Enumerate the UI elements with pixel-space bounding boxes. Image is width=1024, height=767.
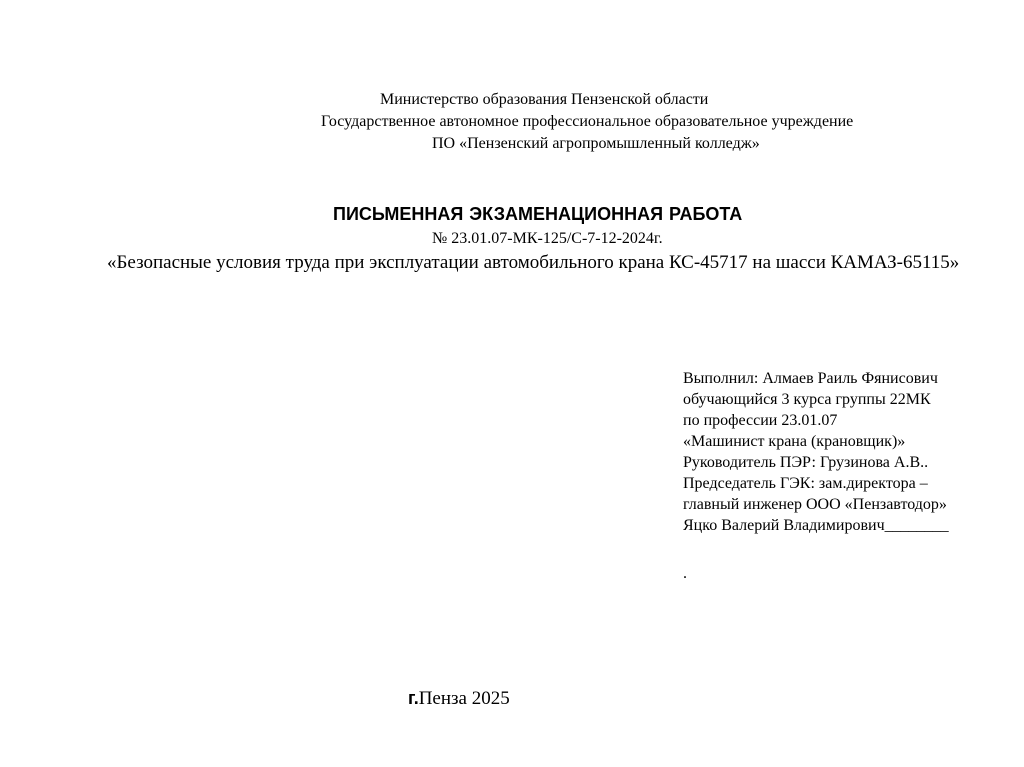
work-title: ПИСЬМЕННАЯ ЭКЗАМЕНАЦИОННАЯ РАБОТА [333, 204, 743, 224]
profession-code-line: по профессии 23.01.07 [683, 412, 838, 429]
chairman-position-line: главный инженер ООО «Пензавтодор» [683, 496, 947, 513]
supervisor-line: Руководитель ПЭР: Грузинова А.В.. [683, 454, 929, 471]
author-line: Выполнил: Алмаев Раиль Фянисович [683, 370, 938, 387]
author-info-block [683, 368, 949, 536]
ministry-line: Министерство образования Пензенской области [380, 91, 709, 108]
city-prefix: г. [408, 688, 419, 708]
stray-dot: . [683, 565, 687, 582]
chairman-line: Председатель ГЭК: зам.директора – [683, 475, 928, 492]
work-number: № 23.01.07-МК-125/С-7-12-2024г. [432, 230, 663, 247]
work-topic: «Безопасные условия труда при эксплуатации автомобильного крана КС-45717 на шасси КАМАЗ-65115» [107, 252, 960, 273]
chairman-name-line: Яцко Валерий Владимирович________ [683, 517, 949, 534]
institution-line: Государственное автономное профессиональное образовательное учреждение [321, 113, 854, 130]
profession-name-line: «Машинист крана (крановщик)» [683, 433, 906, 450]
college-line: ПО «Пензенский агропромышленный колледж» [432, 135, 760, 152]
city-year-text: Пенза 2025 [418, 688, 510, 709]
student-course-line: обучающийся 3 курса группы 22МК [683, 391, 931, 408]
city-year [408, 689, 510, 708]
